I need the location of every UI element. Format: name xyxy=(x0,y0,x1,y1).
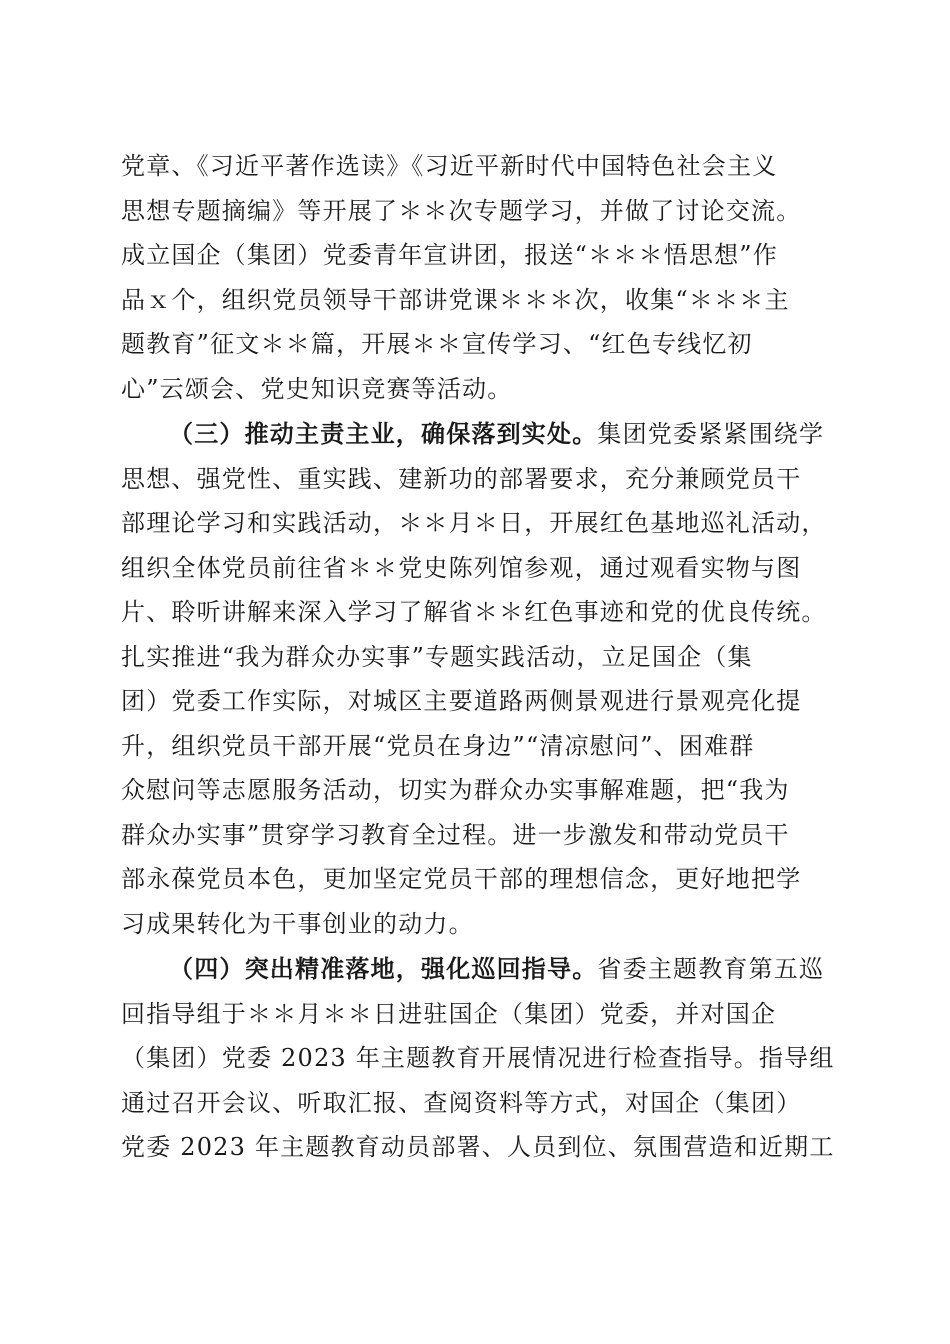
section-first-line xyxy=(121,412,836,457)
paragraph-section-three xyxy=(121,412,836,946)
text-line: 部理论学习和实践活动，＊＊月＊日，开展红色基地巡礼活动， xyxy=(121,509,827,537)
section-heading: （三）推动主责主业，确保落到实处。 xyxy=(169,419,598,448)
text-line: 题教育”征文＊＊篇，开展＊＊宣传学习、“红色专线忆初 xyxy=(121,330,753,358)
text-line: 群众办实事”贯穿学习教育全过程。进一步激发和带动党员干 xyxy=(121,820,790,849)
section-heading-rest: 省委主题教育第五巡 xyxy=(597,955,825,983)
text-line: 党章、《习近平著作选读》《习近平新时代中国特色社会主义 xyxy=(121,152,778,180)
text-line: 品ｘ个，组织党员领导干部讲党课＊＊＊次，收集“＊＊＊主 xyxy=(121,285,790,314)
section-heading: （四）突出精准落地，强化巡回指导。 xyxy=(169,954,598,983)
text-line: 思想专题摘编》等开展了＊＊次专题学习，并做了讨论交流。 xyxy=(121,196,802,225)
text-line: 团）党委工作实际，对城区主要道路两侧景观进行景观亮化提 xyxy=(121,687,802,715)
section-first-line xyxy=(121,947,836,992)
text-line: 扎实推进“我为群众办实事”专题实践活动，立足国企（集 xyxy=(121,642,753,671)
text-line: 心”云颂会、党史知识竞赛等活动。 xyxy=(121,374,513,403)
text-line: 组织全体党员前往省＊＊党史陈列馆参观，通过观看实物与图 xyxy=(121,553,802,582)
text-line: （集团）党委 2023 年主题教育开展情况进行检查指导。指导组 xyxy=(121,1044,835,1072)
text-line: 回指导组于＊＊月＊＊日进驻国企（集团）党委，并对国企 xyxy=(121,999,777,1028)
text-line: 成立国企（集团）党委青年宣讲团，报送“＊＊＊悟思想”作 xyxy=(121,241,778,269)
paragraph-study-activities xyxy=(121,144,836,411)
text-line: 片、聆听讲解来深入学习了解省＊＊红色事迹和党的优良传统。 xyxy=(121,598,827,626)
text-line: 思想、强党性、重实践、建新功的部署要求，充分兼顾党员干 xyxy=(121,464,802,493)
text-line: 党委 2023 年主题教育动员部署、人员到位、氛围营造和近期工 xyxy=(121,1133,835,1161)
text-line: 升，组织党员干部开展“党员在身边”“清凉慰问”、困难群 xyxy=(121,731,755,760)
text-line: 众慰问等志愿服务活动，切实为群众办实事解难题，把“我为 xyxy=(121,776,790,804)
section-heading-rest: 集团党委紧紧围绕学 xyxy=(597,420,825,448)
text-line: 部永葆党员本色，更加坚定党员干部的理想信念，更好地把学 xyxy=(121,865,802,893)
text-line: 习成果转化为干事创业的动力。 xyxy=(121,909,474,938)
text-line: 通过召开会议、听取汇报、查阅资料等方式，对国企（集团） xyxy=(121,1088,802,1117)
paragraph-section-four xyxy=(121,947,836,1170)
